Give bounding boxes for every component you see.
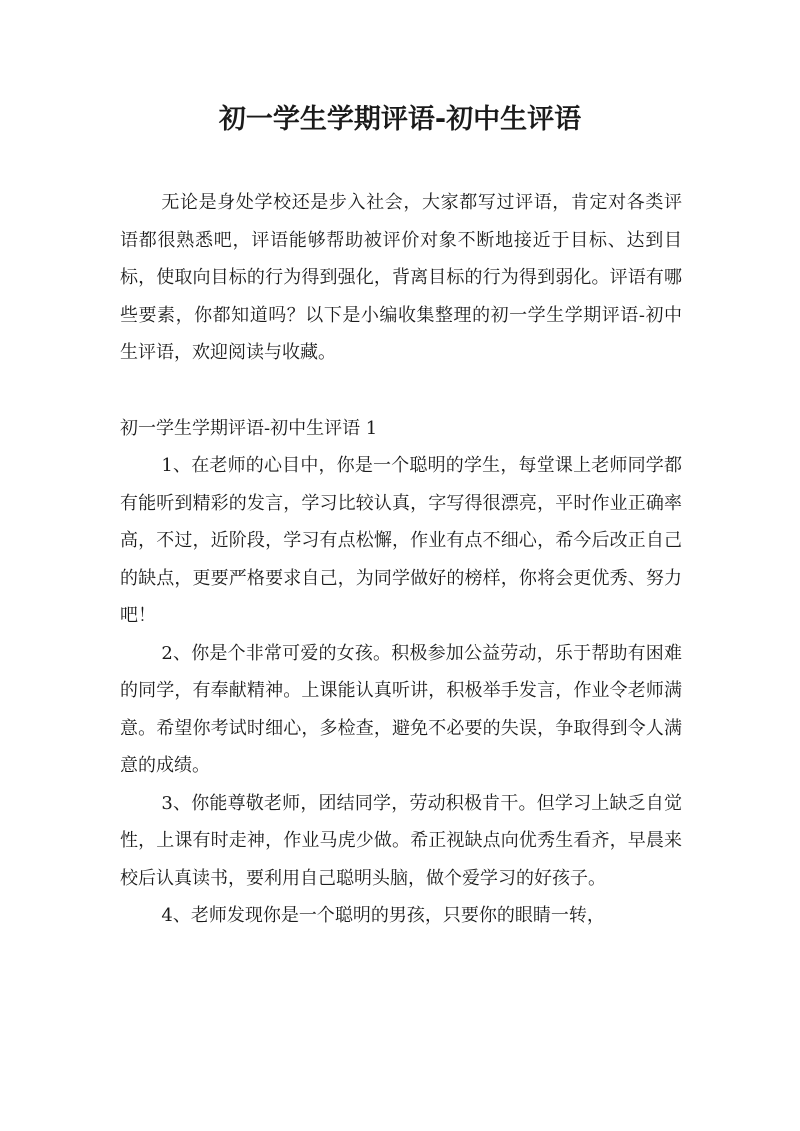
paragraph-spacer bbox=[120, 372, 682, 410]
document-title: 初一学生学期评语-初中生评语 bbox=[218, 104, 582, 135]
document-body bbox=[120, 184, 682, 935]
comment-paragraph-2: 2、你是个非常可爱的女孩。积极参加公益劳动，乐于帮助有困难的同学，有奉献精神。上课能认真听讲，积极举手发言，作业令老师满意。希望你考试时细心，多检查，避免不必要的失误，争取得到令人满意的成绩。 bbox=[120, 642, 682, 776]
comment-paragraph-3: 3、你能尊敬老师，团结同学，劳动积极肯干。但学习上缺乏自觉性，上课有时走神，作业马虎少做。希正视缺点向优秀生看齐，早晨来校后认真读书，要利用自己聪明头脑，做个爱学习的好孩子。 bbox=[120, 792, 682, 889]
intro-paragraph: 无论是身处学校还是步入社会，大家都写过评语，肯定对各类评语都很熟悉吧，评语能够帮助被评价对象不断地接近于目标、达到目标，使取向目标的行为得到强化，背离目标的行为得到弱化。评语有哪些要素，你都知道吗？以下是小编收集整理的初一学生学期评语-初中生评语，欢迎阅读与收藏。 bbox=[120, 192, 682, 363]
comment-paragraph-4: 4、老师发现你是一个聪明的男孩，只要你的眼睛一转， bbox=[161, 905, 605, 926]
section-heading: 初一学生学期评语-初中生评语 1 bbox=[120, 417, 378, 439]
comment-paragraph-1: 1、在老师的心目中，你是一个聪明的学生，每堂课上老师同学都有能听到精彩的发言，学习比较认真，字写得很漂亮，平时作业正确率高，不过，近阶段，学习有点松懈，作业有点不细心，希今后改正自己的缺点，更要严格要求自己，为同学做好的榜样，你将会更优秀、努力吧！ bbox=[120, 455, 682, 626]
